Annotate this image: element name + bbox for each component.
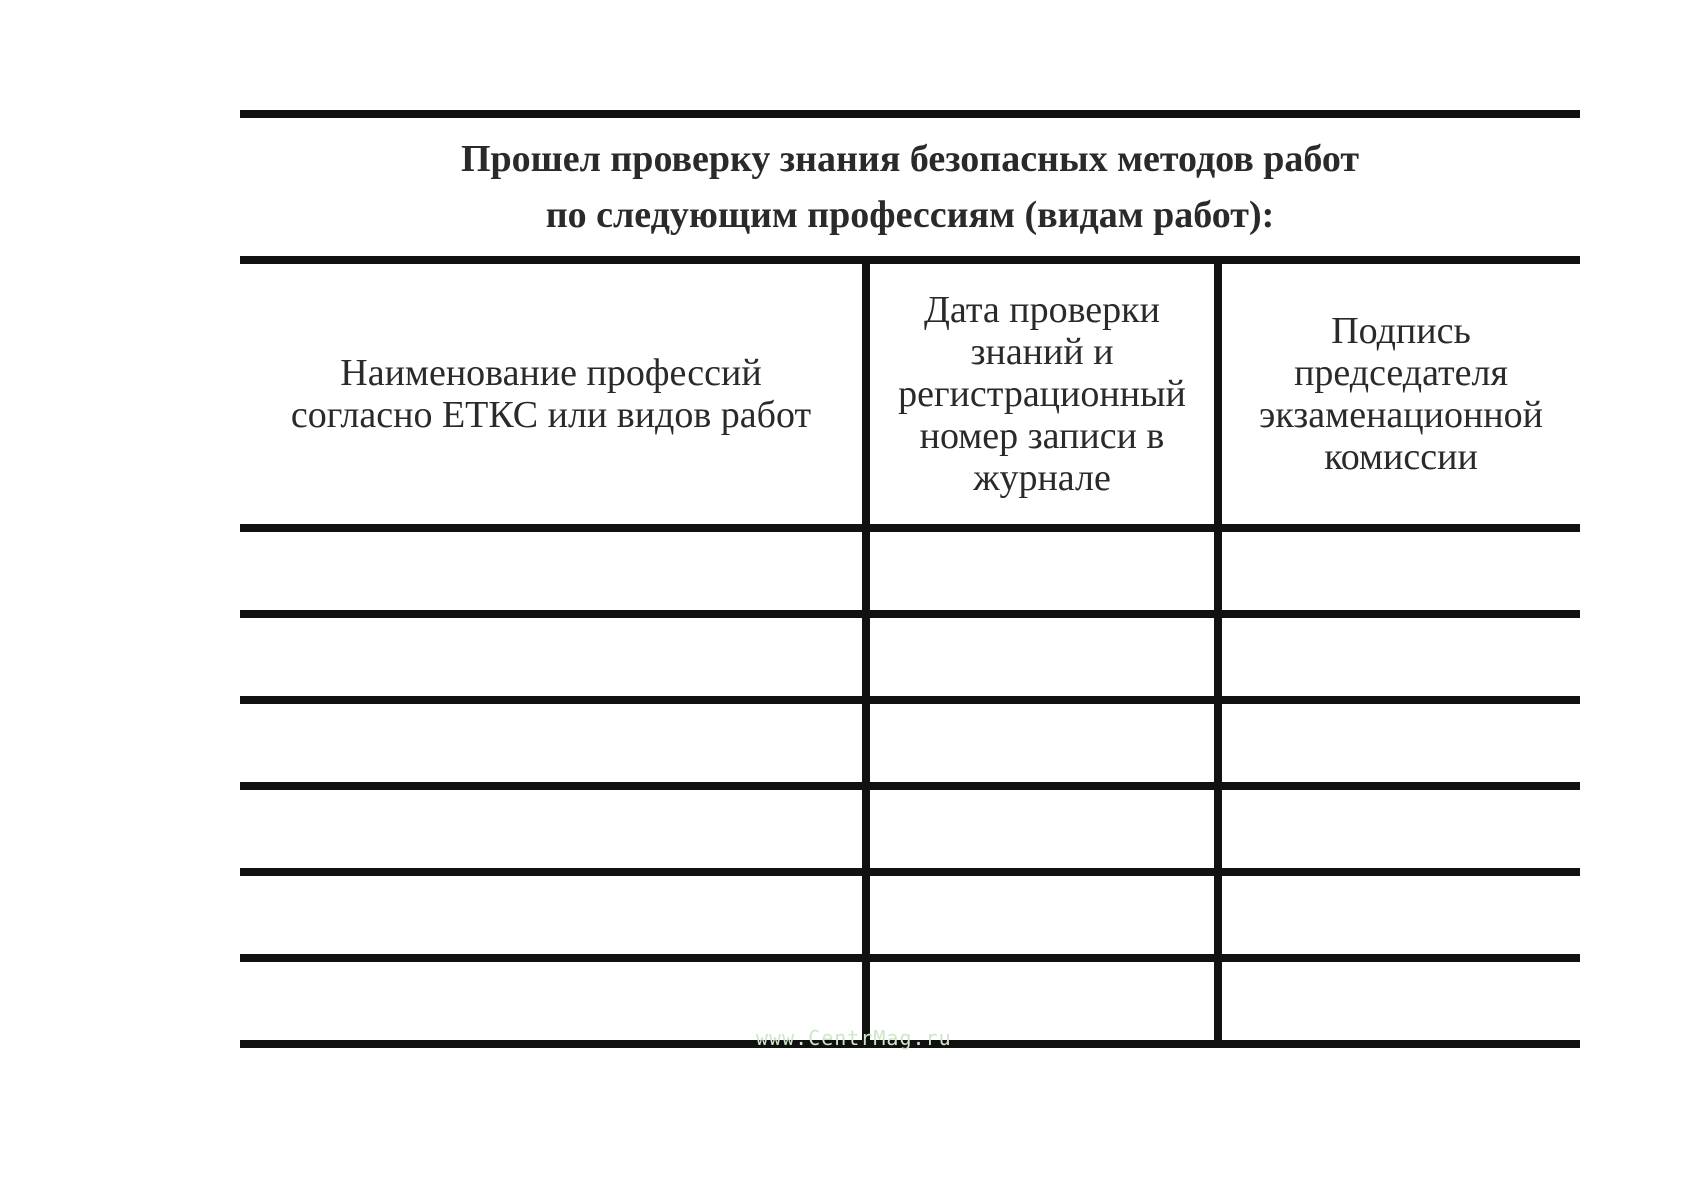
form-title-line-2: по следующим профессиям (видам работ): [545,194,1275,236]
signature-cell[interactable] [1218,614,1580,700]
check-date-cell[interactable] [866,786,1218,872]
form-title [240,118,1580,256]
profession-cell[interactable] [240,700,866,786]
table-row [240,786,1580,872]
check-date-cell[interactable] [866,872,1218,958]
table-row [240,872,1580,958]
signature-cell[interactable] [1218,528,1580,614]
profession-cell[interactable] [240,786,866,872]
column-header-line: согласно ЕТКС или видов работ [290,394,812,436]
signature-cell[interactable] [1218,700,1580,786]
profession-cell[interactable] [240,614,866,700]
profession-cell[interactable] [240,528,866,614]
column-header-line: комиссии [1324,436,1478,478]
watermark: www.CentrMag.ru [756,1026,952,1050]
profession-cell[interactable] [240,872,866,958]
top-rule [240,110,1580,118]
check-date-cell[interactable] [866,614,1218,700]
column-header-line: Подпись [1331,310,1471,352]
header-top-rule [240,256,1580,264]
column-header-signature [1218,264,1580,528]
column-header-line: Дата проверки [924,289,1160,331]
column-header-check-date [866,264,1218,528]
column-header-line: регистрационный [898,373,1186,415]
signature-cell[interactable] [1218,958,1580,1044]
column-header-line: знаний и [970,331,1114,373]
column-header-line: председателя [1294,352,1508,394]
form-title-line-1: Прошел проверку знания безопасных методов работ [460,138,1360,180]
safety-check-form [240,110,1580,1048]
table-header-row [240,264,1580,528]
check-date-cell[interactable] [866,700,1218,786]
table-row [240,528,1580,614]
column-header-profession [240,264,866,528]
column-header-line: Наименование профессий [340,352,762,394]
column-header-line: экзаменационной [1259,394,1543,436]
column-header-line: журнале [973,457,1111,499]
table-row [240,614,1580,700]
signature-cell[interactable] [1218,872,1580,958]
signature-cell[interactable] [1218,786,1580,872]
table-row [240,700,1580,786]
professions-table [240,264,1580,1048]
check-date-cell[interactable] [866,528,1218,614]
column-header-line: номер записи в [919,415,1165,457]
